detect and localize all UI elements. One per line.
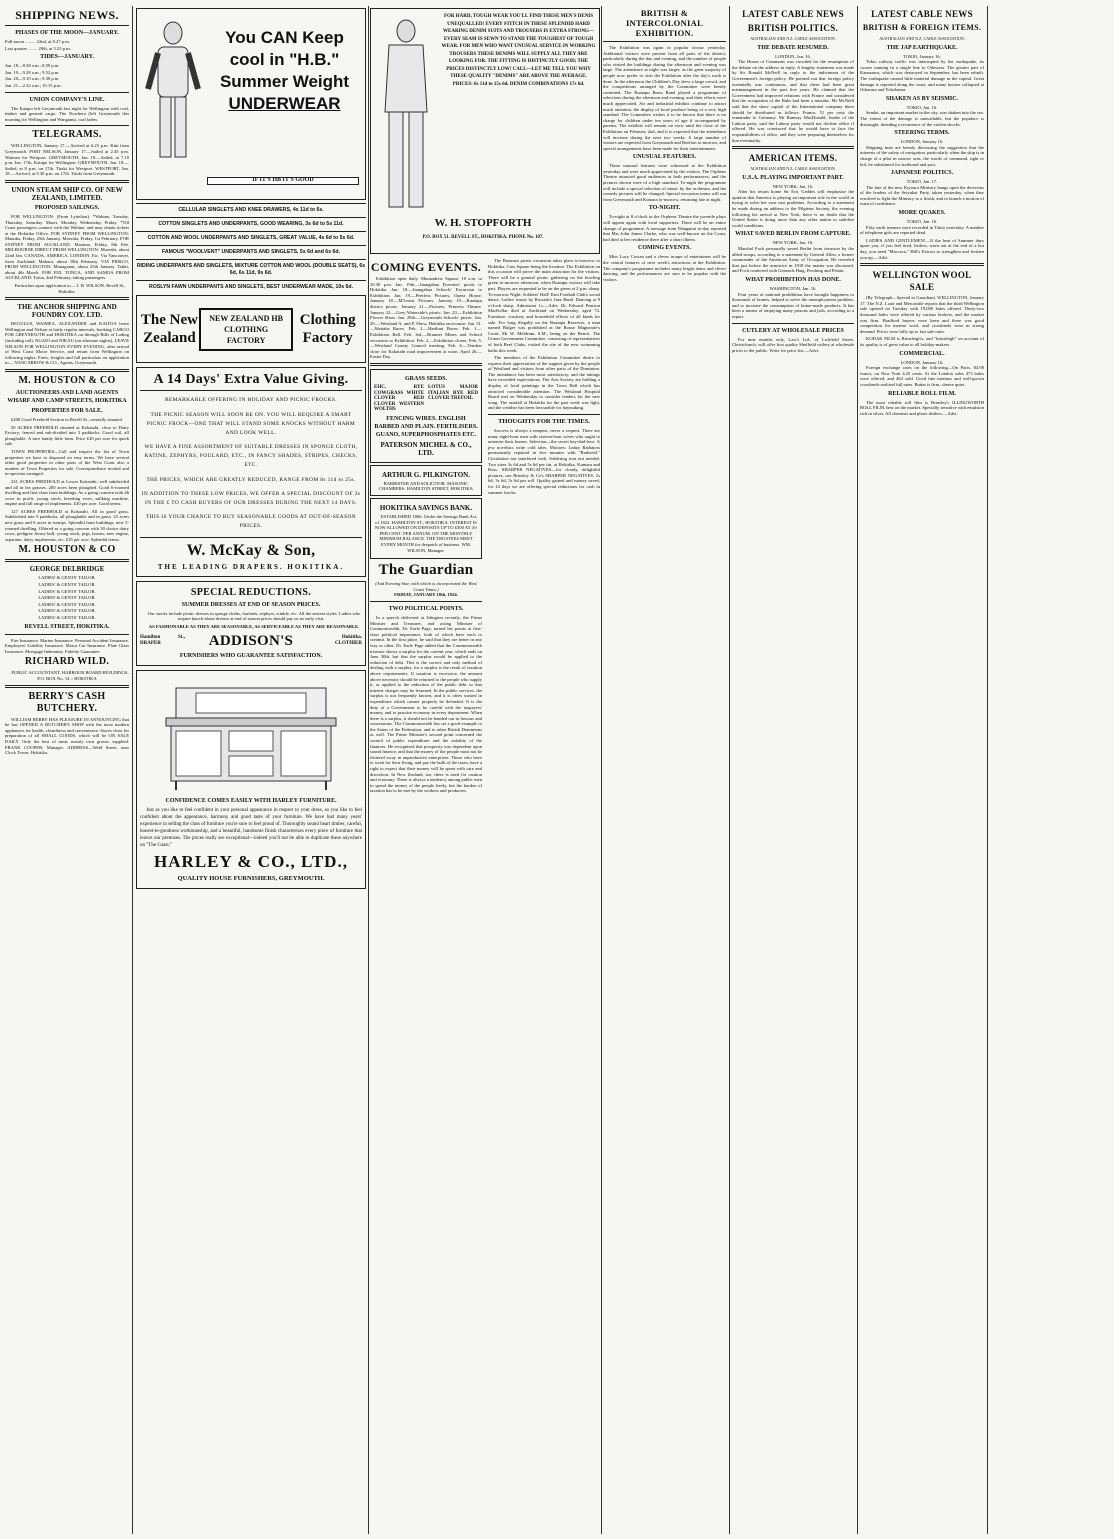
extra-text: WE HAVE A FINE ASSORTMENT OF SUITABLE DRESSES IN SPONGE CLOTH, RATINE, ZEPHYRS, FOULARD, ETC., IN FANCY SHADES, STRIPES, CHECKS, ETC. — [144, 444, 358, 469]
commercial-date: LONDON, January 16. — [900, 359, 944, 365]
moon-row: Last quarter ........ 29th, at 5.23 p.m. — [5, 45, 71, 51]
addison-left: Hamilton St., DRAPER — [140, 634, 185, 646]
column-exhibition — [603, 6, 726, 1534]
special-text: Our stocks include picnic dresses in sponge cloths, foulards, zephyrs, crinkle, etc. All the newest styles. Ladies who require knock-about dresses at end of season prices should pay us an early visit. — [147, 610, 361, 622]
stopforth-sub: P.O. BOX 51. REVELL ST., HOKITIKA. PHONE No. 107. — [422, 235, 544, 240]
mckay-sub: THE LEADING DRAPERS. HOKITIKA. — [157, 562, 345, 571]
extra-text: IN ADDITION TO THESE LOW PRICES, WE OFFER A SPECIAL DISCOUNT OF 2s IN THE £ TO CASH BUYERS OF OUR DRESSES DURING THE NEXT 14 DAYS. — [141, 490, 361, 506]
addison-sub: FURNISHERS WHO GUARANTEE SATISFACTION. — [179, 652, 323, 659]
delbridge-row: LADIES' & GENTS' TAILOR. — [38, 588, 96, 594]
column-rule — [857, 6, 858, 1534]
steering-title: STEERING TERMS. — [894, 130, 950, 137]
union-title: UNION COMPANY'S LINE. — [29, 96, 105, 103]
tide-row: Jan. 21—2.32 a.m.; 10.15 p.m. — [5, 82, 62, 88]
harley-ad — [136, 670, 366, 889]
apply-text: Particulars upon application to— J. H. WILSON, Revell St., Hokitika. — [14, 283, 126, 294]
anchor-title: THE ANCHOR SHIPPING AND FOUNDRY COY. LTD. — [17, 303, 117, 320]
tonight-text: To-night at 8 o'clock in the Orpheus Theatre the juvenile plays will appear again with local supporters. There will be an entire change of programme. A message from Wanganui to-day reported that Mrs John James Clarke, who was well-known on the Coast, had died at her residence there after a short illness. — [603, 214, 726, 242]
houston-sub: AUCTIONEERS AND LAND AGENTS WHARF AND CAMP STREETS, HOKITIKA — [7, 389, 127, 404]
special-title: SPECIAL REDUCTIONS. — [190, 586, 312, 598]
sailings-text: FOR WELLINGTON: (From Lyttelton). *Wahine, Tuesday, Thursday, Saturday. Maori, Monday, Wednesday, Friday. *Till Coast passengers connect with the Wahine, and may obtain tickets at the Hokitika Office. FOR SYDNEY FROM WELLINGTON: Manuka, Friday, 25th January. Moeraki, Friday, 1st February. FOR SYDNEY FROM AUCKLAND: Marama, Friday, 8th Feb. MELBOURNE DIRECT FROM WELLINGTON: Moeraki, about 22nd Jan. CANADA, AMERICA, LONDON, Etc. Via Vancouver, from Auckland: Makura, about 18th February. VIA FRISCO, FROM WELLINGTON: Maunganui, about 25th January. Tahiti, about 4th March. FOR FIJI, TONGA, AND SAMOA FROM AUCKLAND: Tofua, 2nd February, taking passengers. — [5, 213, 129, 281]
column-rule — [729, 6, 730, 1534]
cutlery-text: For nine months only, Law's Ltd., of Lichfield Street, Christchurch, will offer first quality Sheffield cutlery at wholesale prices to the public. Write for price list.—Advt. — [732, 336, 854, 353]
stopforth-ad — [370, 8, 600, 254]
nz-left: The New Zealand — [140, 312, 198, 346]
america-text: After his return home Sir Eric Geddes will emphasise the opinion that America is playing an important role in the world in trying to solve her own vast problems. According to a statement he made during an address to the Pilgrims Society, the evening following his arrival at New York, there is no doubt that the United States is doing more than any other nation to stabilise world conditions. — [732, 189, 854, 228]
shaken-text: Sendai, an important market in the city, was shaken into the sea. The extent of the damage is unavailable, but the populace is distraught, dreading a recurrence of the violent shocks. — [860, 110, 984, 127]
exhibition-notes: The members of the Exhibition Committee desire to express their appreciation of the support given by the people of Westland and visitors from other parts of the Dominion. The attendance has been most satisfactory, and the takings have exceeded expectations. The Arts Society are holding a display of local paintings in the Town Hall which has attracted considerable attention. The Westland Hospital Board met on Wednesday to consider tenders for the new wing. The rainfall at Hokitika for the past week was light, and the weather has been favourable for haymaking. — [488, 355, 600, 411]
tide-row: Jan. 19—9.28 a.m.; 9.52 p.m. — [5, 69, 60, 75]
denim-worker-icon — [375, 17, 437, 217]
anchor-text: REGULUS, WAIMEA, ALEXANDER and KAITOA leave Wellington and Nelson at fairly regular intervals, booking CARGO FOR GREYMOUTH and HOKITIKA on through Bills of Lading (including rail). NGAIO and NIKAU (on alternate nights), LEAVE NELSON FOR WELLINGTON EVERY EVENING, after arrival of West Coast Motor Service, and return from Wellington on following nights. Fares, freights and full particulars on application to— NANCARROW & CO., Agents, Greymouth. — [5, 321, 129, 366]
column-advertisements — [136, 6, 366, 1534]
special-caps: AS FASHIONABLE AS THEY ARE SEASONABLE, AS SERVICEABLE AS THEY ARE REASONABLE. — [148, 623, 360, 629]
pilkington-sub: BARRISTER AND SOLICITOR. MASONIC CHAMBERS. HAMILTON STREET, HOKITIKA — [379, 480, 473, 492]
unusual-title: UNUSUAL FEATURES. — [632, 154, 697, 161]
coming-events-text: Exhibition open daily. Maoandrew Square, 10 a.m. to 10.30 p.m. Jan. 19th.—Inangahua Foresters' picnic to Hokitika. Jan. 18.—Inangahua Schools' Excursion to Exhibition. Jan. 19.—Peerless Pictures, Opera House. January 18.—M'Leans Pictures. January 19.—Ruatapu district picnic. January 21.—Pictures, Princess Theatre. January 22.—Grey Waterside's picnic. Jan. 23.—Exhibition Flower Show. Jan. 29th.—Greymouth Schools' picnic. Jan. 29.—Westland A. and P. Show, Hokitika racecourse. Jan. 31.—Waitaha Races. Feb. 2.—Harihari Races. Feb. 1.—Exhibition Ball. Feb. 3rd.—Brunner Mines and School excursion to Exhibition. Feb. 2.—Exhibition closes. Feb. 5.—Westland County Council meeting. Feb. 6.—Tenders close for Kokatahi road improvement at noon. April 26.—Easter Day. — [370, 276, 482, 360]
delbridge-list — [5, 575, 129, 620]
steering-date: LONDON, January 16. — [900, 139, 944, 145]
property-listing: £200 Good Freehold Section in Revell St., centrally situated. — [11, 416, 123, 422]
column-shipping — [5, 6, 129, 1534]
wild-title: RICHARD WILD. — [24, 656, 110, 668]
extra-text: THE PICNIC SEASON WILL SOON BE ON. YOU WILL REQUIRE A SMART PICNIC FROCK—ONE THAT WILL STAND SOME KNOCKS WITHOUT HARM AND LOOK WELL. — [146, 411, 356, 436]
nz-logo: NEW ZEALAND HB CLOTHING FACTORY — [199, 308, 293, 351]
extra-text: THE PRICES, WHICH ARE GREATLY REDUCED, RANGE FROM 8s 11d to 25s. — [146, 476, 356, 483]
american-title: AMERICAN ITEMS. — [748, 153, 838, 164]
commercial-text: Foreign exchange rates on the following—On Paris, 84.90 francs; on New York 4.25 cents. At the London sales 473 bales were offered, and 463 sold. Good fine merinos and well-grown crossbreds realised full rates. Butter is firm, cheese quiet. — [860, 365, 984, 387]
column-rule — [132, 6, 133, 1534]
harley-caption: CONFIDENCE COMES EASILY WITH HARLEY FURNITURE. — [165, 797, 337, 804]
special-sub: SUMMER DRESSES AT END OF SEASON PRICES. — [181, 601, 321, 608]
hb-line2: cool in "H.B." — [229, 50, 340, 69]
right-sub-column — [488, 258, 600, 796]
america-date: NEW YORK, Jan. 16. — [772, 183, 814, 189]
crash-text: Fifty earth tremors were recorded in Tokio yesterday. A number of telephone girls are reported dead. — [860, 224, 984, 236]
tide-row: Jan. 18—8.38 a.m.; 8.59 p.m. — [5, 63, 60, 69]
moon-list — [5, 39, 129, 51]
reliable-text: The most reliable roll film is Brinsley's ILLINGWORTH ROLL FILM, best on the market. Specially sensitive with emulsion rich in silver. All chemists and photo dealers.—Advt. — [860, 399, 984, 416]
cutlery-title: CUTLERY AT WHOLESALE PRICES — [742, 327, 844, 334]
extra-text: THIS IS YOUR CHANCE TO BUY SEASONABLE GOODS AT OUT-OF-SEASON PRICES. — [145, 514, 357, 530]
grass-left: EHC. RYE COWGRASS WHITE CLOVER RED CLOVER WESTERN WOLTHS — [374, 384, 424, 413]
hb-item: COTTON AND WOOL UNDERPANTS AND SINGLETS, GREAT VALUE, 4s 6d to 5s 6d. — [147, 235, 355, 241]
column-rule — [601, 6, 602, 1534]
addison-title: ADDISON'S — [208, 632, 294, 649]
usscn-title: UNION STEAM SHIP CO. OF NEW ZEALAND, LIMITED. — [11, 185, 123, 202]
hb-underwear-ad — [136, 8, 366, 200]
houston2-title: M. HOUSTON & CO — [18, 544, 116, 556]
tonight-title: TO-NIGHT. — [648, 205, 681, 212]
column-rule — [368, 6, 369, 1534]
berlin-date: NEW YORK, Jan. 16. — [772, 240, 814, 246]
quake-date: TOKIO, January 16. — [903, 53, 941, 59]
delbridge-row: LADIES' & GENTS' TAILOR. — [38, 601, 96, 607]
guardian-sub: (And Evening Star, with which is incorporated the West Coast Times.) — [375, 581, 477, 592]
paterson-ad — [370, 369, 482, 463]
furniture-sideboard-icon — [151, 678, 351, 793]
crash-date: TOKIO, Jan. 16. — [906, 219, 938, 225]
american-assoc: AUSTRALIAN AND N.Z. CABLE ASSOCIATION. — [750, 166, 836, 172]
hb-badge: IF IT'S HB IT'S GOOD — [207, 177, 359, 185]
editorial-text: In a speech delivered at Islington recently, the Prime Minister and Treasurer, and acting Minister of Commonwealth, Dr. Earle Page, turned his points at first-class political importance, both of which have each to commit. In the first place, he said that they are better in any way or other. Dr. Earle Page added that the Commonwealth treasure shows a surplus for the current year, which ends on June 30th, but that the surplus would be applied to the reduction of debt. This is the correct and only method of dealing with a surplus, for a surplus is the result of taxation above requirements. If taxation is excessive, the amount above necessity should be returned to the people who supply it, or applied to the reduction of the public debt so that interest charges may be lessened. In the public services, the surplus is not frequently known, and it is often wasted in expenditure which cannot properly be defended. It is the duty of a Government to be careful with the taxpayers' money, and to practise economy in every department. When there is a surplus, it should not be handed out in favours and concessions. The Commonwealth has set a good example to the States of the Federation, and to other British Dominions as well. The Prime Minister's second point concerned the control of public expenditure and the stability of the finances. He recognised that prosperity was dependent upon sound finance, and that the money of the people must not be frittered away in unproductive enterprises. Those who have to work for their living, and pay the bulk of the taxes, have a right to expect that their money will be spent with care and discretion. In New Zealand, too, there is need for caution and economy. There is always a tendency among public men to spend the money of the people freely, but the burden of taxation has to be met by the workers and producers. — [370, 615, 482, 794]
tides-list — [5, 63, 129, 88]
property-listing: 231 ACRES FREEHOLD at Lower Kokatahi, well subdivided and all in lea grasses. 200 acres been ploughed. Good 6-roomed dwelling and first-class farm buildings. As a going concern with 46 cows in profit, young stock, breeding ewes, milking machine, engine and full range of implements. £30 per acre. Good terms. — [5, 478, 129, 507]
column-guardian — [370, 6, 600, 1534]
column-british-politics — [732, 6, 854, 1534]
pilkington-ad — [370, 465, 482, 496]
guardian-date: FRIDAY, JANUARY 18th, 1924. — [394, 592, 458, 598]
savings-text: ESTABLISHED 1866. Under the Savings Bank Act, of 1822. HAMILTON ST., HOKITIKA. INTEREST IS NOW ALLOWED ON DEPOSITS UP TO £500 AT 4½ PER CENT. PER ANNUM. ON THE MONTHLY MINIMUM BALANCE. THE TRUSTEES MEET EVERY MONTH for despatch of business. WM. WILSON, Manager. — [374, 514, 478, 553]
prohibition-date: WASHINGTON, Jan. 16. — [769, 286, 817, 291]
america-sub: U.S.A. PLAYING IMPORTANT PART. — [742, 174, 844, 181]
coming-events-title: COMING EVENTS. — [370, 260, 482, 274]
houston-title: M. HOUSTON & CO — [18, 374, 116, 386]
debate-text: The House of Commons was crowded for the resumption of the debate on the address in reply. A lengthy statement was made by Sir Ronald McNeill in reply to the indictment of the Government's foreign policy. He pointed out that foreign policy essentially was continuous, and that there had been great mismanagement in the past five years. He claimed that the Government had improved relations with France and considered that the occupation of the Ruhr had been a mistake. Mr McNeill said that the share capital of the International company there should be distributed as follows: France, 51 per cent; the remainder to Germany. Mr Ramsay MacDonald, leader of the Labour party, said the Labour party would not decline office if offered. He was convinced that he would have to face the responsibilities of office, and they were preparing themselves for that eventuality. — [732, 59, 854, 143]
harley-sub: QUALITY HOUSE FURNISHERS, GREYMOUTH. — [177, 874, 325, 882]
thoughts-text: Success is always a tempest, never a request. There are many eight-hour men with sixteen-hour wives who ought to unionise their homes. Selection—the secret key-dad-love. A jew novelists write cold tales. Mottoes: Leaky Radiators permanently repaired in five minutes with "Radweld." Circulation not interfered with. Soldering iron not needed. Two sizes 3s 6d and 5s 6d per tin, at Hokitika, Kumara and Ross. SHARPER NEGATIVES—for cloudy, delightful pictures, use Brinsley & Co's SHARPER NEGATIVES, 2s 6d, 3s 6d, 5s 6d per roll. Quality gained and money saved, for 14 days we are offering special reductions for cash in summer frocks. — [488, 428, 600, 495]
berlin-title: WHAT SAVED BERLIN FROM CAPTURE. — [735, 231, 851, 238]
tide-row: Jan. 20—9.10 a.m.; 9.30 p.m. — [5, 76, 60, 82]
berlin-text: Marshal Foch personally saved Berlin from invasion by the allied troops, according to a statement by General Allen, a former commander of the American Army of Occupation. He revealed that just before the armistice in 1918 the matter was discussed, and Foch conferred with Generals Haig, Pershing and Petain. — [732, 246, 854, 274]
hb-line1: You CAN Keep — [225, 28, 344, 47]
hb-item: FAMOUS "WOOLVENT" UNDERPANTS AND SINGLETS, 5s 6d and 6s 6d. — [161, 249, 341, 255]
paterson-title: PATERSON MICHEL & CO., LTD. — [380, 440, 472, 457]
quake-title: THE JAP EARTHQUAKE. — [886, 44, 958, 51]
exhibition-title: BRITISH & INTERCOLONIAL EXHIBITION. — [625, 8, 704, 38]
hb-price-list — [136, 203, 366, 291]
japanese-date: TOKIO, Jan. 17. — [906, 179, 938, 185]
extra-text: REMARKABLE OFFERING IN HOLIDAY AND PICNIC FROCKS. — [164, 397, 338, 404]
column-foreign-items — [860, 6, 984, 1534]
debate-title: THE DEBATE RESUMED. — [757, 44, 829, 51]
addison-right: Hokitika. CLOTHIER — [335, 634, 362, 646]
savings-title: HOKITIKA SAVINGS BANK. — [379, 504, 473, 513]
prohibition-text: Four years of national prohibition have brought happiness to thousands of homes, helped to solve the unemployment problem, and to increase the consumption of home-made products. It has been a means of emptying many prisons and jails, according to a report. — [732, 291, 854, 319]
kodak-text: KODAK FILM is Brinsleigh's, and "brinsleigh" on account of its quality is of great value to all holiday-makers. — [860, 336, 984, 347]
extra-value-ad — [136, 367, 366, 577]
props-title: PROPERTIES FOR SALE. — [31, 407, 103, 414]
debate-date: LONDON, Jan. 16. — [775, 53, 811, 59]
man-figure-icon — [143, 19, 203, 169]
shaken-title: SHAKEN AS BY SEISMIC. — [885, 95, 959, 102]
extra-title: A 14 Days' Extra Value Giving. — [153, 372, 349, 387]
japanese-text: The fate of the new Kiyoura Ministry hangs upon the decisions of the leaders of the Seiyukai Party, taken yesterday, when they resolved to fight the Ministry to a finish, and to launch a motion of want of confidence. — [860, 184, 984, 207]
cable-banner: LATEST CABLE NEWS — [742, 9, 844, 19]
shipping-title: SHIPPING NEWS. — [15, 8, 119, 22]
thoughts-title: THOUGHTS FOR THE TIMES. — [498, 418, 590, 426]
grass-right: LOTUS MAJOR ITALIAN RYE RED CLOVER TREFOIL — [428, 384, 478, 402]
denim-text: FOR HARD, TOUGH WEAR YOU'LL FIND THESE MEN'S DENIS UNEQUALLED! EVERY STITCH IN THESE SPLENDID HARD WEARING DENIM SUITS AND TROUSERS IS EXTRA STRONG—EVERY SEAM IS SEWN TO STAND THE TOUGHEST OF TOUGH WEAR. FOR MEN WHO WANT UNUSUAL SERVICE IN WORKING TROUSERS THESE DENIMS WILL SUPPLY ALL THEY ARE LOOKING FOR. THE FITTING IS DISTINCTLY GOOD; THE PRICES DISTINCTLY LOW! CALL—LET ME TELL YOU WHY THESE QUALITY "DENIMS" ARE ABOVE THE AVERAGE. PRICES: 6s 11d to 15s 6d. DENIM COMBINATIONS 17s 6d. — [441, 14, 596, 87]
delbridge-row: LADIES' & GENTS' TAILOR. — [38, 615, 96, 620]
nz-clothing-factory-ad — [136, 295, 366, 363]
hb-item: COTTON SINGLETS AND UNDERPANTS, GOOD WEARING, 3s 6d to 5s 11d. — [158, 221, 344, 227]
telegrams-title: TELEGRAMS. — [32, 129, 102, 141]
foreign-banner: LATEST CABLE NEWS — [871, 9, 973, 19]
nz-right: Clothing Factory — [299, 312, 356, 346]
foreign-title: BRITISH & FOREIGN ITEMS. — [862, 23, 982, 32]
mckay-title: W. McKay & Son, — [186, 541, 316, 559]
editorial-title: TWO POLITICAL POINTS. — [388, 606, 464, 612]
prohibition-title: WHAT PROHIBITION HAS DONE. — [745, 277, 841, 283]
delbridge-title: GEORGE DELBRIDGE — [29, 565, 105, 574]
telegrams-text: WELLINGTON, January 17.—Arrived at 6.25 p.m. Kini from Greymouth. PORT NELSON, January 17.—Sailed at 2.45 p.m. Waimea for Westport. GREYMOUTH, Jan. 18.—Sailed, at 7.10 p.m. Jan. 17th, Kaiapo for Wellington. GREYMOUTH, Jan. 18.—Sailed, at 8 p.m. on 17th. Titoki for Westport. WESTPORT, Jan. 18.—Arrived, at 9.30 p.m. on 17th. Titoki from Greymouth. — [5, 143, 129, 177]
pilkington-title: ARTHUR G. PILKINGTON. — [382, 470, 470, 479]
wool-sale-text: (By Telegraph—Special to Guardian). WELLINGTON, January 17. The N.Z. Loan and Mercantile reports that the third Wellington sale opened on Tuesday with 19,000 bales offered. Thirty-two thousand bales were offered by various brokers, and the market was firm. Bradford buyers were keen and there was good competition for merino wool, and crossbreds were in strong demand. Prices were fully up to last sale rates. — [860, 295, 984, 334]
delbridge-row: LADIES' & GENTS' TAILOR. — [38, 595, 96, 601]
quake-text: Tokio railway traffic was interrupted by the earthquake, its course running in a single line to Odawara. The greater part of Kanazawa, which was destroyed in September, has been rebuilt. The earthquake caused little material damage in the capital. Great damage is reported along the coast, and many houses collapsed at Odawara and Yokohama. — [860, 59, 984, 93]
tides-title: TIDES—JANUARY. — [40, 54, 94, 61]
insurance-text: Fire Insurance. Marine Insurance. Personal Accident Insurance. Employers' Liability Insurance. Motor Car Insurance. Plate Glass Insurance. Mortgage Indemnity. Fidelity Guarantee. — [5, 637, 129, 654]
wild-text: PUBLIC ACCOUNTANT, HARBOUR BOARD BUILDINGS, P.O. BOX No. 14 :: HOKITIKA — [11, 670, 129, 681]
foreign-assoc: AUSTRALIAN AND N.Z. CABLE ASSOCIATION. — [879, 36, 965, 41]
proposed-sailings: PROPOSED SAILINGS. — [34, 204, 100, 211]
column-rule — [987, 6, 988, 1534]
delbridge-address: REVELL STREET, HOKITIKA. — [24, 623, 110, 630]
british-politics-title: BRITISH POLITICS. — [747, 23, 839, 33]
bonanza-text: The Bonanza picnic excursion takes place to-morrow to Hokitika, Cass Square being the location. The Exhibition on this occasion will prove the main attraction for the visitors. There will be a general picnic gathering on the bowling green to-morrow afternoon, when Ruatapu visitors will take part. Players are requested to be on the green at 2 p.m. sharp. To-morrow Night: Soldiers' Hall! Kini Football Club's social dance. Ladies' music by Rossetti's Jazz Band. Dancing at 9 o'clock sharp. Admission 1s.—Advt. Dr. Edward Pearson MacKellar died at Auckland on Wednesday, aged 74. Furniture, crockery and household effects of all kinds for sale. For long illegally on the Ruatapu Reserves, a man named Bulger was prohibited at the Rouse Magistrate's Court, Mr W. Meldrum, S.M., being on the Bench. The Union Government Committee, consisting of representatives of both Reef Clubs, visited the site of the new swimming baths this week. — [488, 258, 600, 353]
exhibition-coming-text: Miss Lucy Cowan and a clever troupe of entertainers will be the central features of next week's attractions at the Exhibition. The company's programme includes many bright items and clever dancing, and the performances are sure to be popular with the visitors. — [603, 254, 726, 282]
ladies-text: LADIES AND GENTLEMEN!—If the heat of Summer days upset you, if you feel tired, listless, worn out at the end of a hot day, you need "Maccaca." Hill's Extract to strengthen and freshen you up.—Advt. — [860, 237, 984, 260]
steering-text: Shipping men are keenly discussing the suggestion that the interests of the safety of navigation, particularly when the ship is in charge of a pilot in narrow seas, the words of command, right or left, be substituted for starboard and port. — [860, 144, 984, 167]
hb-item: CELLULAR SINGLETS AND KNEE DRAWERS, 4s 11d to 6s. — [178, 207, 324, 213]
guardian-masthead: The Guardian — [378, 562, 474, 579]
moon-row: Full moon ......... 22nd, at 0.27 p.m. — [5, 39, 70, 44]
exhibition-coming-title: COMING EVENTS. — [637, 245, 691, 252]
japanese-title: JAPANESE POLITICS. — [890, 170, 954, 177]
moon-title: PHASES OF THE MOON—JANUARY. — [15, 30, 119, 36]
savings-bank-ad — [370, 498, 482, 559]
stopforth-title: W. H. STOPFORTH — [434, 217, 532, 229]
delbridge-row: LADIES' & GENTS' TAILOR. — [38, 608, 96, 614]
hb-item: RIDING UNDERPANTS AND SINGLETS, MIXTURE COTTON AND WOOL (DOUBLE SEATS), 6s 6d, 6s 11d, 9s 6d. — [136, 263, 366, 276]
delbridge-row: LADIES' & GENTS' TAILOR. — [38, 575, 96, 581]
assoc-line: AUSTRALIAN AND N.Z. CABLE ASSOCIATION. — [750, 36, 836, 41]
unusual-text: Those unusual features were witnessed at the Exhibition yesterday and were much appreciated by the visitors. The Orpheus Theatre attracted good audiences at both performances, and the pictures shown were of a high standard. To-night the programme will include a special selection of music by the orchestra, and the comedy pictures will be changed. Special excursion trains will run from Greymouth and Kumara to-morrow, returning late at night. — [603, 163, 726, 202]
grass-title: GRASS SEEDS. — [404, 375, 448, 382]
left-sub-column — [370, 258, 482, 796]
shaken-date: TOKIO, Jan. 16. — [906, 104, 938, 110]
berry-text: WILLIAM BERRY HAS PLEASURE IN ANNOUNCING that he has OPENED A BUTCHER'S SHOP with the most modern appliances for health, cleanliness and convenience. Stores close for preparation of all SMALL GOODS, which will be ON SALE DAILY. Only the best of meat, mostly own grown, supplied. FRANK COOPER, Manager. ADDRESS—Weld Street, near Clock Tower, Hokitika. — [5, 716, 129, 756]
column-continued — [990, 6, 1110, 1534]
fencing-text: FENCING WIRES. ENGLISH BARBED AND PLAIN. FERTILISERS. GUANO, SUPERPHOSPHATES ETC. — [374, 415, 478, 438]
reliable-title: RELIABLE ROLL FILM. — [888, 390, 956, 397]
berry-title: BERRY'S CASH BUTCHERY. — [28, 690, 106, 714]
hb-line3: Summer Weight — [219, 72, 350, 91]
property-listing: 50 ACRES FREEHOLD situated at Kokatahi, close to Dairy Factory; fenced and sub-divided into 3 paddocks. Good soil, all ploughable. A nice handy little farm. Price £20 per acre for quick sale. — [5, 424, 129, 447]
union-text: The Kaiapo left Greymouth last night for Wellington with coal, timber and general cargo. The Nowhera (left Greymouth this morning for Wellington and Wanganui, coal laden. — [5, 105, 129, 122]
harley-title: HARLEY & CO., LTD., — [154, 851, 348, 871]
commercial-title: COMMERCIAL. — [899, 350, 945, 357]
delbridge-row: LADIES' & GENTS' TAILOR. — [38, 582, 96, 588]
addison-ad — [136, 581, 366, 666]
hb-item: ROSLYN FAWN UNDERPANTS AND SINGLETS, BEST UNDERWEAR MADE, 10s 6d. — [148, 284, 354, 290]
harley-text: Just as you like to feel confident in your personal appearance in respect to your dress, so you like to feel confident about the appearance, harmony and good taste of your furniture. We have had many years' experience in selling the class of furniture you're sure to feel proud of. Thoroughly sound heart timber, careful, honest-to-goodness workmanship, and a beautiful, handsome finish characterises every piece of furniture that leaves our premises. The prices really are exceptional—indeed you'll not be able to duplicate these anywhere on "The Coast." — [140, 807, 362, 848]
property-listing: 127 ACRES FREEHOLD at Kokatahi. All in good grass. Subdivided into 9 paddocks, all ploughable and in grass. 25 acres new grass and 6 acres in turnips. Splendid farm buildings, new 5-roomed dwelling. Offered as a going concern with 30 choice dairy cows, pedigree Jersey bull, young stock, pigs, horses, new engine, separator, dairy implements, etc. £35 per acre. Splendid terms. — [5, 508, 129, 542]
property-listing: TOWN PROPERTIES—Call and inspect the list of Town properties we have to disposed on easy terms. We have several other good properties in other parts of the West Coast also a number of Town Properties for sale. Correspondence invited and in-spection arranged. — [5, 448, 129, 477]
exhibition-text: The Exhibition was again in popular favour yesterday. Additional visitors were present from all parts of the district, particularly during the day and evening, and the number of people who visited the buildings during the afternoon and evening was large. The attendance at night was larger, as the great majority of people now prefer to visit the Exhibition after the day's work is done. In the afternoon the Children's Day drew a large crowd, and the competitions arranged by the Committee were keenly contested. The Ruatapu Brass Band played a programme of selections during the afternoon and evening, and their efforts were much appreciated. Art and industrial exhibits continue to attract much attention, the display of local produce being of a very high standard. The Committee wishes it to be known that there is no charge for children under ten years of age if accompanied by parents. The exhibits will remain on view until the close of the Exhibition on February 2nd, and it is expected that the attendance will increase during the next two weeks. A large number of visitors are expected from Greymouth and Reefton to-morrow, and special arrangements have been made for their entertainment. — [603, 45, 726, 151]
crash-title: MORE QUAKES. — [898, 210, 946, 217]
wool-sale-banner: WELLINGTON WOOL SALE — [872, 270, 972, 293]
hb-line4: UNDERWEAR — [228, 94, 341, 113]
